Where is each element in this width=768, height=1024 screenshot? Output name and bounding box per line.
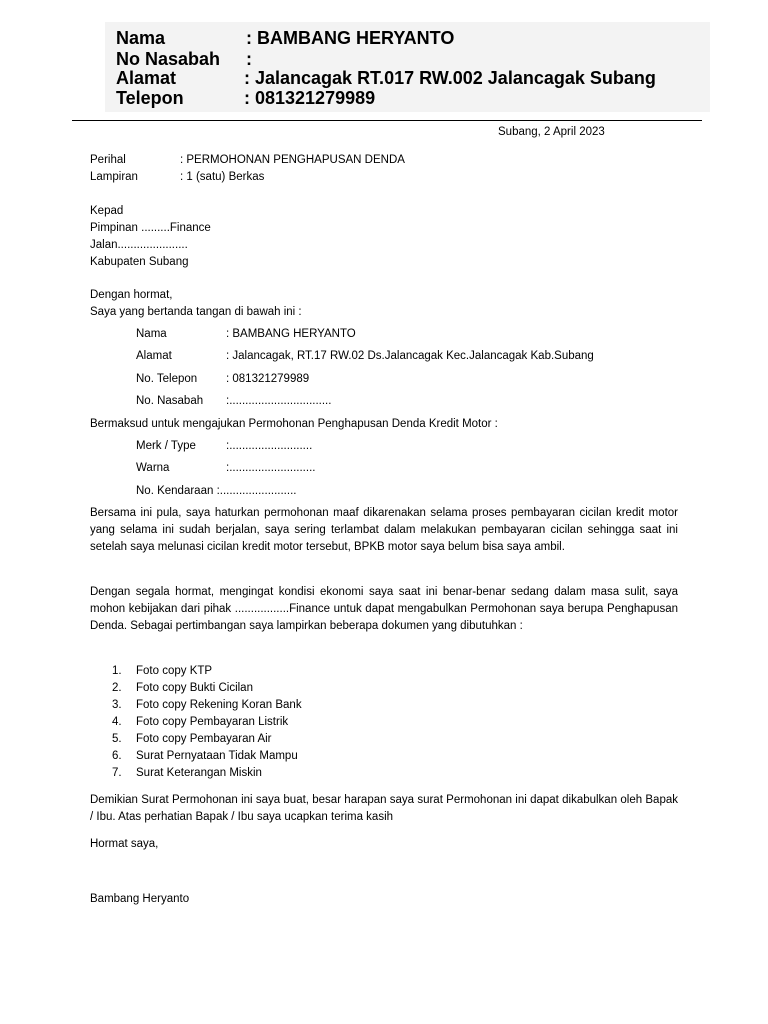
- signature-name: Bambang Heryanto: [90, 893, 190, 905]
- recipient-line: Kepad: [90, 205, 124, 217]
- identity-label: No. Telepon: [136, 373, 198, 385]
- vehicle-value: :..........................: [226, 440, 313, 452]
- list-item: 1. Foto copy KTP: [112, 665, 213, 677]
- vehicle-value: :........................: [216, 485, 297, 497]
- letterhead-value: : Jalancagak RT.017 RW.002 Jalancagak Subang: [244, 68, 656, 88]
- letterhead: [105, 22, 710, 112]
- identity-row: [136, 372, 310, 386]
- letterhead-label: Alamat: [116, 68, 177, 88]
- perihal-row: [90, 153, 405, 167]
- identity-value: : 081321279989: [226, 373, 310, 385]
- perihal-value: : PERMOHONAN PENGHAPUSAN DENDA: [180, 154, 405, 166]
- recipient-line: Jalan......................: [90, 239, 188, 251]
- identity-label: Nama: [136, 328, 167, 340]
- paragraph-request: Dengan segala hormat, mengingat kondisi ekonomi saya saat ini benar-benar sedang dalam masa sulit, saya mohon kebijakan dari pihak .................Finance untuk dapat mengabulkan Permohonan saya berupa Penghapusan Denda. Sebagai pertimbangan saya lampirkan beberapa dokumen yang dibutuhkan :: [90, 586, 678, 632]
- list-item: 2. Foto copy Bukti Cicilan: [112, 682, 253, 694]
- recipient-line: Kabupaten Subang: [90, 256, 189, 268]
- vehicle-row: [136, 439, 313, 453]
- list-item: 7. Surat Keterangan Miskin: [112, 767, 262, 779]
- letterhead-label: Telepon: [116, 88, 184, 108]
- vehicle-value: :...........................: [226, 462, 316, 474]
- list-item: 6. Surat Pernyataan Tidak Mampu: [112, 750, 298, 762]
- perihal-label: Perihal: [90, 154, 126, 166]
- letterhead-label: No Nasabah: [116, 49, 221, 69]
- intro-text: Saya yang bertanda tangan di bawah ini :: [90, 306, 302, 318]
- recipient-line: Pimpinan .........Finance: [90, 222, 211, 234]
- greeting: Dengan hormat,: [90, 289, 173, 301]
- document-list: [90, 663, 302, 782]
- header-divider: [72, 120, 702, 121]
- identity-value: : Jalancagak, RT.17 RW.02 Ds.Jalancagak Kec.Jalancagak Kab.Subang: [226, 350, 594, 362]
- identity-row: [136, 349, 594, 363]
- letter-date: Subang, 2 April 2023: [498, 126, 605, 138]
- identity-value: :................................: [226, 395, 332, 407]
- purpose-text: Bermaksud untuk mengajukan Permohonan Penghapusan Denda Kredit Motor :: [90, 418, 498, 430]
- vehicle-label: No. Kendaraan: [136, 485, 214, 497]
- closing-salutation: Hormat saya,: [90, 838, 159, 850]
- list-item: 5. Foto copy Pembayaran Air: [112, 733, 272, 745]
- identity-label: Alamat: [136, 350, 172, 362]
- list-item: 3. Foto copy Rekening Koran Bank: [112, 699, 302, 711]
- letterhead-value: :: [246, 49, 252, 69]
- lampiran-row: [90, 170, 265, 184]
- letterhead-value: : BAMBANG HERYANTO: [246, 28, 455, 48]
- lampiran-label: Lampiran: [90, 171, 138, 183]
- identity-label: No. Nasabah: [136, 395, 204, 407]
- vehicle-label: Merk / Type: [136, 440, 196, 452]
- letterhead-label: Nama: [116, 28, 166, 48]
- paragraph-apology: Bersama ini pula, saya haturkan permohonan maaf dikarenakan selama proses pembayaran cicilan kredit motor yang selama ini sudah berjalan, saya sering terlambat dalam melakukan pembayaran cicilan sehingga saat ini setelah saya melunasi cicilan kredit motor tersebut, BPKB motor saya belum bisa saya ambil.: [90, 507, 678, 553]
- vehicle-row: [136, 461, 316, 475]
- vehicle-label: Warna: [136, 462, 170, 474]
- paragraph-closing: Demikian Surat Permohonan ini saya buat, besar harapan saya surat Permohonan ini dapat dikabulkan oleh Bapak / Ibu. Atas perhatian Bapak / Ibu saya ucapkan terima kasih: [90, 794, 678, 823]
- list-item: 4. Foto copy Pembayaran Listrik: [112, 716, 289, 728]
- lampiran-value: : 1 (satu) Berkas: [180, 171, 265, 183]
- vehicle-row: [136, 484, 296, 498]
- identity-row: [136, 327, 356, 341]
- letterhead-value: : 081321279989: [244, 88, 376, 108]
- identity-row: [136, 394, 332, 408]
- identity-value: : BAMBANG HERYANTO: [226, 328, 356, 340]
